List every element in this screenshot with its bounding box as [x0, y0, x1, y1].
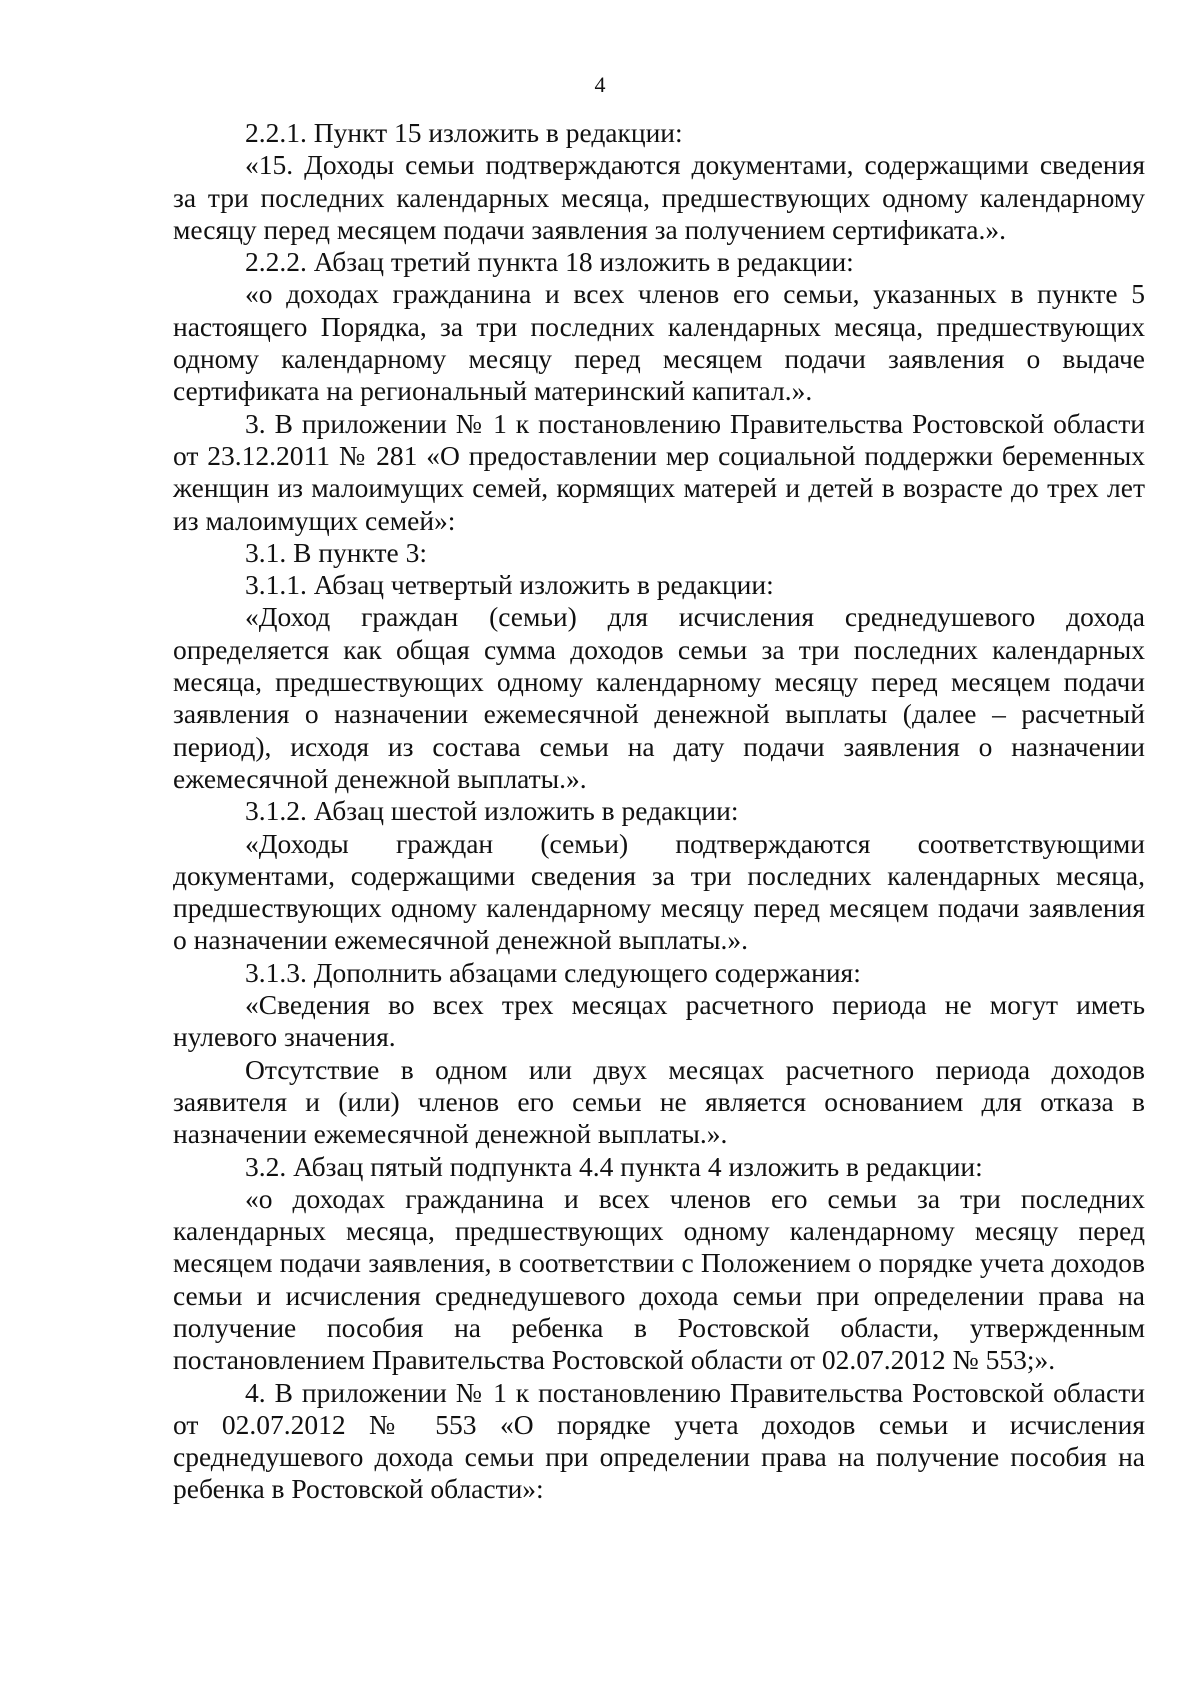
paragraph-2-2-2-heading: 2.2.2. Абзац третий пункта 18 изложить в редакции: — [245, 246, 854, 278]
paragraph-4-heading: 4. В приложении № 1 к постановлению Правительства Ростовской области от 02.07.2012 № 553 «О порядке учета доходов семьи и исчисления среднедушевого дохода семьи при определении права на получение пособия на ребенка в Ростовской области»: — [173, 1376, 1145, 1505]
paragraph-3-1-2-heading: 3.1.2. Абзац шестой изложить в редакции: — [245, 795, 739, 827]
paragraph-zero-value-text: «Сведения во всех трех месяцах расчетного периода не могут иметь нулевого значения. — [173, 989, 1145, 1053]
paragraph-2-2-1-heading: 2.2.1. Пункт 15 изложить в редакции: — [245, 117, 683, 148]
paragraph-income-definition-text: «Доход граждан (семьи) для исчисления среднедушевого дохода определяется как общая сумма доходов семьи за три последних календарных месяца, предшествующих одному календарному месяцу перед месяцем подачи заявления о назначении ежемесячной денежной выплаты (далее – расчетный период), исходя из состава семьи на дату подачи заявления о назначении ежемесячной денежной выплаты.». — [173, 601, 1145, 794]
paragraph-3-1-3-heading: 3.1.3. Дополнить абзацами следующего содержания: — [245, 956, 861, 988]
paragraph-3-1-heading: 3.1. В пункте 3: — [245, 536, 428, 568]
page-number: 4 — [594, 72, 606, 97]
paragraph-income-info-text: «о доходах гражданина и всех членов его семьи за три последних календарных месяца, предшествующих одному календарному месяцу перед месяцем подачи заявления, в соответствии с Положением о порядке учета доходов семьи и исчисления среднедушевого дохода семьи при определении права на получение пособия на ребенка в Ростовской области, утвержденным постановлением Правительства Ростовской области от 02.07.2012 № 553;». — [173, 1182, 1145, 1376]
paragraph-absence-text: Отсутствие в одном или двух месяцах расчетного периода доходов заявителя и (или) членов его семьи не является основанием для отказа в назначении ежемесячной денежной выплаты.». — [173, 1053, 1145, 1150]
paragraph-3-heading: 3. В приложении № 1 к постановлению Правительства Ростовской области от 23.12.2011 № 281 «О предоставлении мер социальной поддержки беременных женщин из малоимущих семей, кормящих матерей и детей в возрасте до трех лет из малоимущих семей»: — [173, 407, 1145, 536]
paragraph-3-1-1-heading: 3.1.1. Абзац четвертый изложить в редакции: — [245, 569, 774, 601]
paragraph-income-confirmation-text: «Доходы граждан (семьи) подтверждаются соответствующими документами, содержащими сведения за три последних календарных месяца, предшествующих одному календарному месяцу перед месяцем подачи заявления о назначении ежемесячной денежной выплаты.». — [173, 827, 1145, 956]
paragraph-point-15-text: «15. Доходы семьи подтверждаются документами, содержащими сведения за три последних календарных месяца, предшествующих одному календарному месяцу перед месяцем подачи заявления за получением сертификата.». — [173, 149, 1145, 245]
paragraph-3-2-heading: 3.2. Абзац пятый подпункта 4.4 пункта 4 изложить в редакции: — [245, 1150, 983, 1182]
paragraph-point-18-text: «о доходах гражданина и всех членов его семьи, указанных в пункте 5 настоящего Порядка, за три последних календарных месяца, предшествующих одному календарному месяцу перед месяцем подачи заявления о выдаче сертификата на региональный материнский капитал.». — [173, 278, 1145, 407]
document-body — [173, 117, 1145, 1506]
